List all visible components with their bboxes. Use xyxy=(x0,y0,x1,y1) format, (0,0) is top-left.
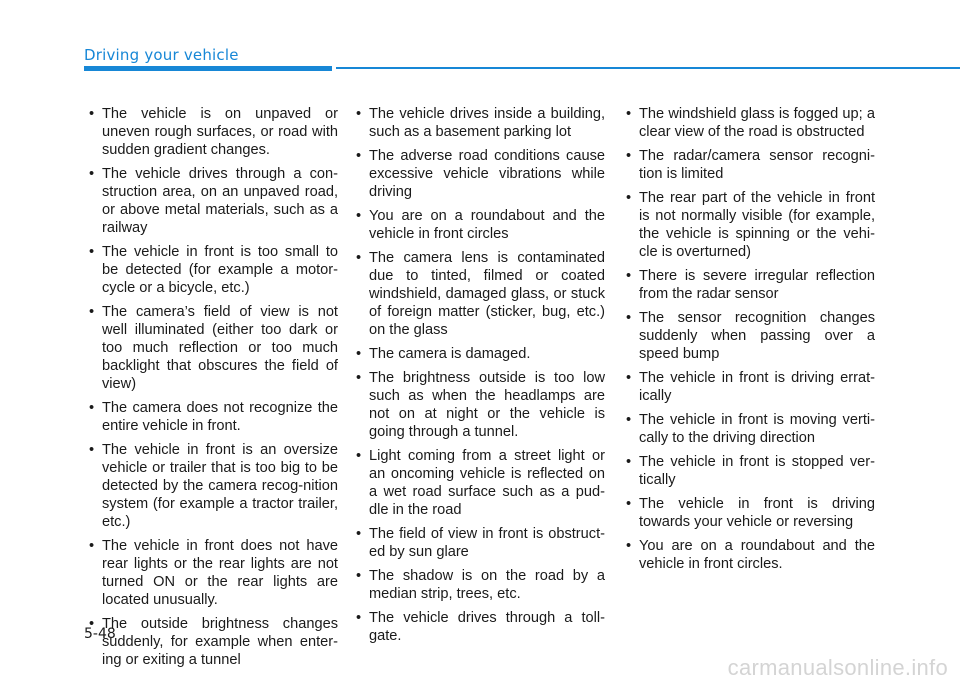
list-item: • The shadow is on the road by a median strip, trees, etc. xyxy=(355,567,605,603)
list-item: • The windshield glass is fogged up; a clear view of the road is obstructed xyxy=(625,105,875,141)
list-item: • The vehicle is on unpaved or uneven rough surfaces, or road with sudden gradient changes. xyxy=(88,105,338,159)
list-item: • The vehicle in front does not have rear lights or the rear lights are not turned ON or the rear lights are located unusually. xyxy=(88,537,338,609)
list-item: • The rear part of the vehicle in front is not normally visible (for example, the vehicle is spinning or the vehi-cle is overturned) xyxy=(625,189,875,261)
list-item: • The vehicle in front is moving verti-cally to the driving direction xyxy=(625,411,875,447)
list-item: • The camera’s field of view is not well illuminated (either too dark or too much reflection or too much backlight that obscures the field of view) xyxy=(88,303,338,393)
list-item: • The vehicle in front is driving towards your vehicle or reversing xyxy=(625,495,875,531)
list-item: • The adverse road conditions cause excessive vehicle vibrations while driving xyxy=(355,147,605,201)
list-item: • The radar/camera sensor recogni-tion is limited xyxy=(625,147,875,183)
list-item: • You are on a roundabout and the vehicle in front circles. xyxy=(625,537,875,573)
list-item: • The vehicle in front is an oversize vehicle or trailer that is too big to be detected by the camera recog-nition system (for example a tractor trailer, etc.) xyxy=(88,441,338,531)
list-item: • The brightness outside is too low such as when the headlamps are not on at night or the vehicle is going through a tunnel. xyxy=(355,369,605,441)
list-item: • The outside brightness changes suddenly, for example when enter-ing or exiting a tunnel xyxy=(88,615,338,669)
list-item: • The camera lens is contaminated due to tinted, filmed or coated windshield, damaged glass, or stuck of foreign matter (sticker, bug, etc.) on the glass xyxy=(355,249,605,339)
list-item: • The camera does not recognize the entire vehicle in front. xyxy=(88,399,338,435)
list-item: • The sensor recognition changes suddenly when passing over a speed bump xyxy=(625,309,875,363)
list-item: • The vehicle drives through a con-struction area, on an unpaved road, or above metal materials, such as a railway xyxy=(88,165,338,237)
list-item: • There is severe irregular reflection from the radar sensor xyxy=(625,267,875,303)
list-item: • The vehicle in front is stopped ver-tically xyxy=(625,453,875,489)
bullet-list-column-1 xyxy=(88,105,338,675)
list-item: • The vehicle in front is driving errat-ically xyxy=(625,369,875,405)
bullet-list-column-3 xyxy=(625,105,875,579)
list-item: • The vehicle drives through a toll-gate. xyxy=(355,609,605,645)
list-item: • Light coming from a street light or an oncoming vehicle is reflected on a wet road surface such as a pud-dle in the road xyxy=(355,447,605,519)
header-rule-thin xyxy=(336,67,960,69)
list-item: • The field of view in front is obstruct-ed by sun glare xyxy=(355,525,605,561)
section-title: Driving your vehicle xyxy=(84,46,239,64)
watermark: carmanualsonline.info xyxy=(727,655,948,680)
list-item: • The camera is damaged. xyxy=(355,345,605,363)
page-number: 5-48 xyxy=(84,626,116,642)
bullet-list-column-2 xyxy=(355,105,605,651)
list-item: • You are on a roundabout and the vehicle in front circles xyxy=(355,207,605,243)
list-item: • The vehicle in front is too small to be detected (for example a motor-cycle or a bicycle, etc.) xyxy=(88,243,338,297)
header-rule-thick xyxy=(84,66,332,71)
list-item: • The vehicle drives inside a building, such as a basement parking lot xyxy=(355,105,605,141)
